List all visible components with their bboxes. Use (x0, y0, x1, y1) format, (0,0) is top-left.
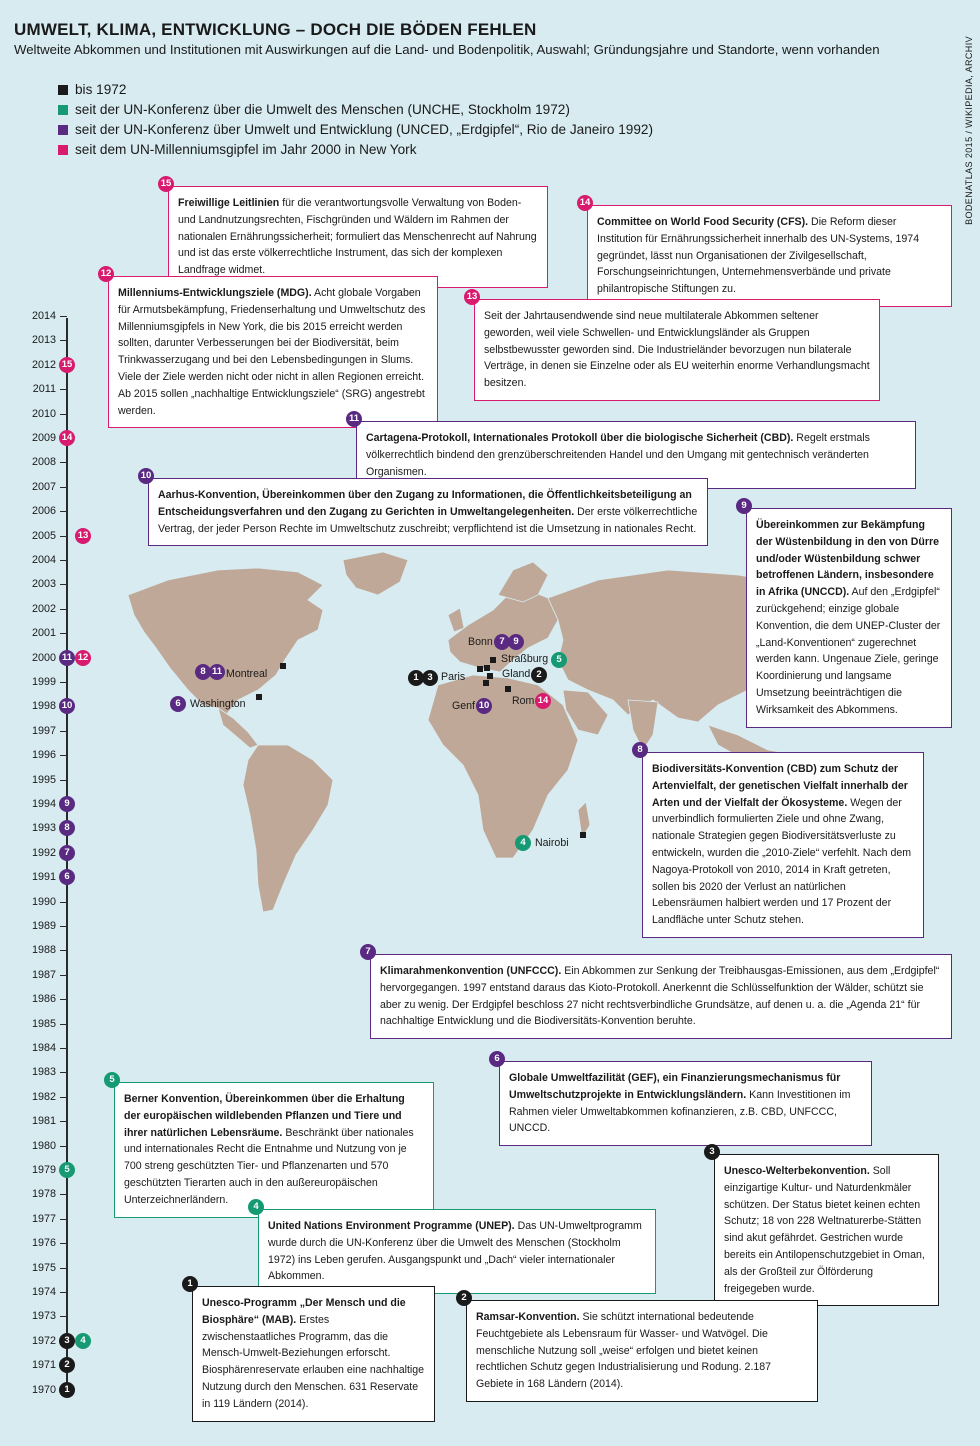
map-badge-4: 4 (515, 835, 531, 851)
timeline-tick (60, 1048, 67, 1049)
box-heading: Globale Umweltfazilität (GEF), ein Finanzierungsmechanismus für Umweltschutzprojekte in Entwicklungsländern. (509, 1072, 841, 1101)
box-heading: Berner Konvention, Übereinkommen über die Erhaltung der europäischen wildlebenden Pflanzen und Tiere und ihrer natürlichen Lebensräume. (124, 1093, 405, 1139)
city-marker-rom (505, 686, 511, 692)
map-central-america (218, 708, 258, 748)
map-badge-8: 8 (195, 664, 211, 680)
map-badge-3: 3 (422, 670, 438, 686)
box-text: Der erste völkerrechtliche Vertrag, der jeder Person Rechte im Umweltschutz zuschreibt; verpflichtend ist die Umsetzung in nationales Recht. (158, 505, 698, 535)
timeline-year: 1994 (31, 798, 56, 810)
timeline-year: 2011 (32, 383, 56, 396)
info-box-9 (741, 500, 952, 728)
box-text: Sie schützt international bedeutende Feuchtgebiete als Lebensraum für Wasser- und Watvögel. Die menschliche Nutzung soll „weise“ erfolgen und bietet keinen rechtlichen Schutz gegen Industrialisierung und Rodung. 2.187 Gebiete in 168 Ländern (2014). (476, 1311, 772, 1391)
number-badge: 7 (360, 944, 376, 960)
timeline-tick (60, 780, 67, 781)
legend-item (58, 100, 653, 120)
city-marker-strassburg (484, 665, 490, 671)
info-box-5 (109, 1074, 434, 1218)
timeline-year: 1988 (31, 944, 56, 957)
map-badge-9: 9 (508, 634, 524, 650)
info-box-4 (253, 1201, 656, 1294)
timeline-year: 1992 (31, 846, 56, 859)
timeline-marker: 11 (59, 650, 75, 666)
number-badge: 8 (632, 742, 648, 758)
city-label-nairobi: Nairobi (535, 837, 569, 849)
legend-swatch-green (58, 105, 68, 115)
timeline-marker: 4 (75, 1333, 91, 1349)
city-label-bonn: Bonn (468, 636, 493, 648)
page-subtitle: Weltweite Abkommen und Institutionen mit Auswirkungen auf die Land- und Bodenpolitik, Auswahl; Gründungsjahre und Standorte, wenn vorhanden (14, 42, 880, 57)
city-label-genf: Genf (452, 700, 475, 712)
map-badge-1: 1 (408, 670, 424, 686)
timeline-year: 1970 (31, 1383, 56, 1396)
number-badge: 13 (464, 289, 480, 305)
timeline-tick (60, 1292, 67, 1293)
timeline-marker: 1 (59, 1382, 75, 1398)
number-badge: 5 (104, 1072, 120, 1088)
timeline-tick (60, 340, 67, 341)
number-badge: 9 (736, 498, 752, 514)
city-marker-montreal (280, 663, 286, 669)
timeline-marker: 14 (59, 430, 75, 446)
timeline-tick (60, 1097, 67, 1098)
city-marker-nairobi (580, 832, 586, 838)
timeline-year: 1976 (31, 1237, 56, 1250)
timeline-tick (60, 1243, 67, 1244)
city-marker-bonn (490, 657, 496, 663)
number-badge: 3 (704, 1144, 720, 1160)
box-heading: Ramsar-Konvention. (476, 1311, 580, 1323)
timeline-year: 2005 (31, 529, 56, 542)
timeline-year: 1971 (31, 1359, 56, 1372)
info-box-15 (160, 178, 548, 288)
timeline-marker: 15 (59, 357, 75, 373)
timeline-year: 1996 (31, 749, 56, 762)
timeline-year: 2004 (31, 554, 56, 566)
timeline-tick (60, 487, 67, 488)
legend (58, 80, 653, 160)
timeline-marker: 10 (59, 698, 75, 714)
map-badge-7: 7 (494, 634, 510, 650)
timeline-year: 1978 (31, 1188, 56, 1201)
box-heading: Biodiversitäts-Konvention (CBD) zum Schutz der Artenvielfalt, der genetischen Vielfalt innerhalb der Arten und der Vielfalt der Ökosysteme. (652, 763, 908, 809)
number-badge: 14 (577, 195, 593, 211)
timeline-year: 1983 (31, 1066, 56, 1079)
timeline-year: 1975 (31, 1261, 56, 1274)
box-text: Ein Abkommen zur Senkung der Treibhausgas-Emissionen, aus dem „Erdgipfel“ hervorgegangen. 1997 entstand daraus das Kioto-Protokoll. Anerkennt die Schlüsselfunktion der Wälder, schützt sie aber zu wenig. Der Erdgipfel beschloss 27 nicht rechtsverbindliche Grundsätze, auf denen u. a. die „Agenda 21“ für nachhaltige Entwicklung und die Biodiversitäts-Konvention beruhte. (380, 965, 940, 1028)
timeline-marker: 12 (75, 650, 91, 666)
box-text: für die verantwortungsvolle Verwaltung von Boden- und Landnutzungsrechten, Fischgründen und Wäldern im Rahmen der nationalen Ernährungssicherheit; formuliert das Menschenrecht auf Nahrung und ist das erste völkerrechtliche Instrument, das sich der komplexen Landfrage widmet. (178, 197, 537, 277)
number-badge: 4 (248, 1199, 264, 1215)
info-box-8 (637, 744, 924, 938)
timeline-year: 2006 (31, 505, 56, 518)
number-badge: 12 (98, 266, 114, 282)
box-heading: Übereinkommen zur Bekämpfung der Wüstenbildung in den von Dürre und/oder Wüstenbildung schwer betroffenen Ländern, insbesondere in Afrika (UNCCD). (756, 519, 940, 599)
info-box-1 (187, 1278, 435, 1422)
timeline-tick (60, 731, 67, 732)
timeline-tick (60, 1219, 67, 1220)
legend-item (58, 120, 653, 140)
timeline-year: 1984 (31, 1042, 56, 1054)
timeline-year: 1973 (31, 1310, 56, 1323)
timeline-tick (60, 560, 67, 561)
timeline-year: 1972 (31, 1334, 56, 1347)
timeline-year: 1980 (31, 1139, 56, 1152)
number-badge: 11 (346, 411, 362, 427)
timeline-year: 1987 (31, 968, 56, 981)
timeline-marker: 13 (75, 528, 91, 544)
number-badge: 1 (182, 1276, 198, 1292)
timeline-tick (60, 462, 67, 463)
city-label-paris: Paris (441, 671, 466, 683)
map-south-america (243, 745, 333, 912)
timeline-year: 1982 (31, 1090, 56, 1103)
timeline-tick (60, 389, 67, 390)
box-heading: Aarhus-Konvention, Übereinkommen über den Zugang zu Informationen, die Öffentlichkeitsbeteiligung an Entscheidungsverfahren und den Zugang zu Gerichten in Umweltangelegenheiten. (158, 489, 692, 518)
timeline-year: 1999 (31, 676, 56, 688)
timeline-year: 1979 (31, 1164, 56, 1176)
box-heading: United Nations Environment Programme (UNEP). (268, 1220, 515, 1232)
legend-swatch-pink (58, 145, 68, 155)
timeline-marker: 5 (59, 1162, 75, 1178)
timeline-tick (60, 1146, 67, 1147)
timeline-year: 1997 (31, 724, 56, 737)
timeline-year: 1990 (31, 895, 56, 908)
timeline-year: 2007 (31, 480, 56, 493)
timeline-marker: 2 (59, 1357, 75, 1373)
info-box-6 (494, 1053, 872, 1146)
timeline-tick (60, 950, 67, 951)
number-badge: 10 (138, 468, 154, 484)
legend-item (58, 80, 653, 100)
map-africa (428, 675, 578, 858)
timeline-year: 2000 (31, 651, 56, 664)
map-badge-14: 14 (535, 693, 551, 709)
box-heading: Unesco-Welterbekonvention. (724, 1165, 870, 1177)
timeline-tick (60, 1316, 67, 1317)
box-text: Wegen der unverbindlich formulierten Ziele und ohne Zwang, nationale Strategien gegen Biodiversitätsverluste zu entwickeln, wurden die „2010-Ziele“ verfehlt. Nach dem Nagoya-Protokoll von 2010, 2014 in Kraft getreten, sollen bis 2020 der Verlust an natürlichen Lebensräumen halbiert werden und 17 Prozent der Landfläche unter Schutz stehen. (652, 796, 912, 927)
info-box-14 (579, 197, 952, 307)
timeline-year: 1989 (31, 920, 56, 932)
timeline-marker: 3 (59, 1333, 75, 1349)
legend-swatch-purple (58, 125, 68, 135)
info-box-12 (100, 268, 438, 428)
city-marker-genf (483, 680, 489, 686)
box-text: Auf den „Erdgipfel“ zurückgehend; einzige globale Konvention, die dem UNEP-Cluster der „Land-Konventionen“ zugerechnet werden kann. Ungenaue Ziele, geringe Koordinierung und langsame Umsetzung beeinträchtigen die Wirksamkeit des Abkommens. (756, 586, 941, 716)
number-badge: 2 (456, 1290, 472, 1306)
city-marker-washington (256, 694, 262, 700)
timeline-tick (60, 511, 67, 512)
box-text: Das UN-Umweltprogramm wurde durch die UN-Konferenz über die Umwelt des Menschen (Stockholm 1972) ins Leben gerufen. Ausgangspunkt und „Dach“ vieler internationaler Abkommen. (268, 1220, 642, 1283)
timeline-tick (60, 414, 67, 415)
map-badge-11: 11 (209, 664, 225, 680)
timeline-tick (60, 1268, 67, 1269)
city-label-montreal: Montreal (226, 668, 268, 680)
timeline-marker: 6 (59, 869, 75, 885)
timeline-tick (60, 1121, 67, 1122)
timeline-year: 1998 (31, 700, 56, 713)
legend-label: seit der UN-Konferenz über Umwelt und Entwicklung (UNCED, „Erdgipfel“, Rio de Janeiro 1992) (75, 122, 653, 137)
map-greenland (343, 552, 408, 595)
timeline-tick (60, 1072, 67, 1073)
info-box-2 (461, 1292, 818, 1402)
timeline-marker: 7 (59, 845, 75, 861)
legend-item (58, 140, 653, 160)
legend-label: seit dem UN-Millenniumsgipfel im Jahr 2000 in New York (75, 142, 417, 157)
box-text: Erstes zwischenstaatliches Programm, das die Mensch-Umwelt-Beziehungen erforscht. Biosphärenreservate erlauben eine nachhaltige Nutzung durch den Menschen. 631 Reservate in 119 Ländern (2014). (202, 1313, 425, 1410)
timeline-year: 1993 (31, 822, 56, 835)
timeline-year: 1977 (31, 1212, 56, 1225)
timeline-tick (60, 1024, 67, 1025)
timeline-year: 2014 (31, 310, 56, 322)
timeline-year: 1974 (31, 1286, 56, 1298)
city-label-gland: Gland (502, 668, 531, 680)
timeline-tick (60, 316, 67, 317)
timeline-tick (60, 1194, 67, 1195)
info-box-7 (365, 946, 952, 1039)
legend-label: seit der UN-Konferenz über die Umwelt des Menschen (UNCHE, Stockholm 1972) (75, 102, 570, 117)
timeline-tick (60, 536, 67, 537)
timeline-tick (60, 902, 67, 903)
timeline-tick (60, 755, 67, 756)
box-heading: Freiwillige Leitlinien (178, 197, 280, 209)
timeline-year: 1995 (31, 773, 56, 786)
timeline-tick (60, 999, 67, 1000)
box-heading: Millenniums-Entwicklungsziele (MDG). (118, 287, 312, 299)
city-label-washington: Washington (190, 698, 246, 710)
timeline-year: 2013 (31, 334, 56, 347)
map-badge-10: 10 (476, 698, 492, 714)
city-marker-gland (487, 673, 493, 679)
timeline-year: 2009 (31, 432, 56, 444)
number-badge: 15 (158, 176, 174, 192)
map-badge-6: 6 (170, 696, 186, 712)
box-text: Regelt erstmals völkerrechtlich bindend den grenzüberschreitenden Handel und den Umgang mit gentechnisch veränderten Organismen. (366, 432, 870, 478)
timeline-tick (60, 926, 67, 927)
box-heading: Unesco-Programm „Der Mensch und die Biosphäre“ (MAB). (202, 1297, 406, 1326)
city-marker-paris (477, 666, 483, 672)
timeline-year: 1985 (31, 1017, 56, 1030)
map-uk (448, 608, 464, 632)
box-text: Beschränkt über nationales und internationales Recht die Entnahme und Nutzung von je 700 streng geschützten Tier- und Pflanzenarten und 570 geschützten Tierarten auch in den außereuropäischen Unterzeichnerländern. (124, 1126, 414, 1206)
timeline-year: 2010 (31, 407, 56, 420)
map-badge-2: 2 (531, 667, 547, 683)
timeline-year: 2012 (31, 358, 56, 371)
timeline-tick (60, 975, 67, 976)
timeline-year: 2001 (31, 627, 56, 640)
box-heading: Klimarahmenkonvention (UNFCCC). (380, 965, 562, 977)
timeline-tick (60, 609, 67, 610)
box-text: Soll einzigartige Kultur- und Naturdenkmäler schützen. Der Status bietet keinen echten Schutz; 18 von 228 Weltnaturerbe-Stätten sind akut gefährdet. Gestrichen wurde bereits ein Antilopenschutzgebiet in Oman, als der Großteil zur Ölförderung freigegeben wurde. (724, 1165, 925, 1295)
timeline-tick (60, 682, 67, 683)
map-north-america (128, 568, 323, 715)
box-text: Die Reform dieser Institution für Ernährungssicherheit innerhalb des UN-Systems, 1974 gegründet, lässt nun Organisationen der Zivilgesellschaft, Forschungseinrichtungen, Unternehmensverbände und private philantropische Stiftungen zu. (597, 216, 920, 296)
city-label-rom: Rom (512, 695, 535, 707)
box-text: Kann Investitionen im Rahmen vieler Umweltabkommen kofinanzieren, z.B. CBD, UNFCCC, UNCCD. (509, 1088, 851, 1135)
timeline-year: 1986 (31, 993, 56, 1006)
timeline-tick (60, 633, 67, 634)
box-heading: Committee on World Food Security (CFS). (597, 216, 809, 228)
timeline-marker: 8 (59, 820, 75, 836)
timeline-year: 1981 (31, 1115, 56, 1128)
page-title: UMWELT, KLIMA, ENTWICKLUNG – DOCH DIE BÖDEN FEHLEN (14, 20, 537, 39)
city-label-strassburg: Straßburg (501, 653, 549, 665)
legend-swatch-black (58, 85, 68, 95)
box-heading: Cartagena-Protokoll, Internationales Protokoll über die biologische Sicherheit (CBD). (366, 432, 794, 444)
info-box-10 (140, 470, 708, 546)
box-text: Acht globale Vorgaben für Armutsbekämpfung, Friedenserhaltung und Umweltschutz des Millenniumsgipfels in New York, die bis 2015 erreicht werden sollten, darunter Verbesserungen bei der Biodiversität, beim Trinkwasserzugang und bei den Lebensbedingungen in Slums. Viele der Ziele werden nicht oder nicht in allen Regionen erreicht. Ab 2015 sollen „nachhaltige Entwicklungsziele“ (SRG) angestrebt werden. (118, 287, 426, 417)
timeline-year: 2002 (31, 602, 56, 615)
timeline-year: 1991 (31, 871, 56, 884)
source-credit: BODENATLAS 2015 / WIKIPEDIA, ARCHIV (964, 36, 974, 225)
info-box-13 (466, 291, 880, 401)
timeline-year: 2003 (31, 578, 56, 591)
legend-label: bis 1972 (75, 82, 127, 97)
info-box-3 (709, 1146, 939, 1306)
box-text: Seit der Jahrtausendwende sind neue multilaterale Abkommen seltener geworden, weil viele Schwellen- und Entwicklungsländer als Gruppen selbstbewusster geworden sind. Die Industrieländer bevorzugen nun bilaterale Verträge, in denen sie Einzelne oder als EU weiterhin enorme Verhandlungsmacht besitzen. (484, 310, 870, 390)
number-badge: 6 (489, 1051, 505, 1067)
map-badge-5: 5 (551, 652, 567, 668)
timeline-year: 2008 (31, 456, 56, 469)
timeline-tick (60, 584, 67, 585)
timeline-marker: 9 (59, 796, 75, 812)
